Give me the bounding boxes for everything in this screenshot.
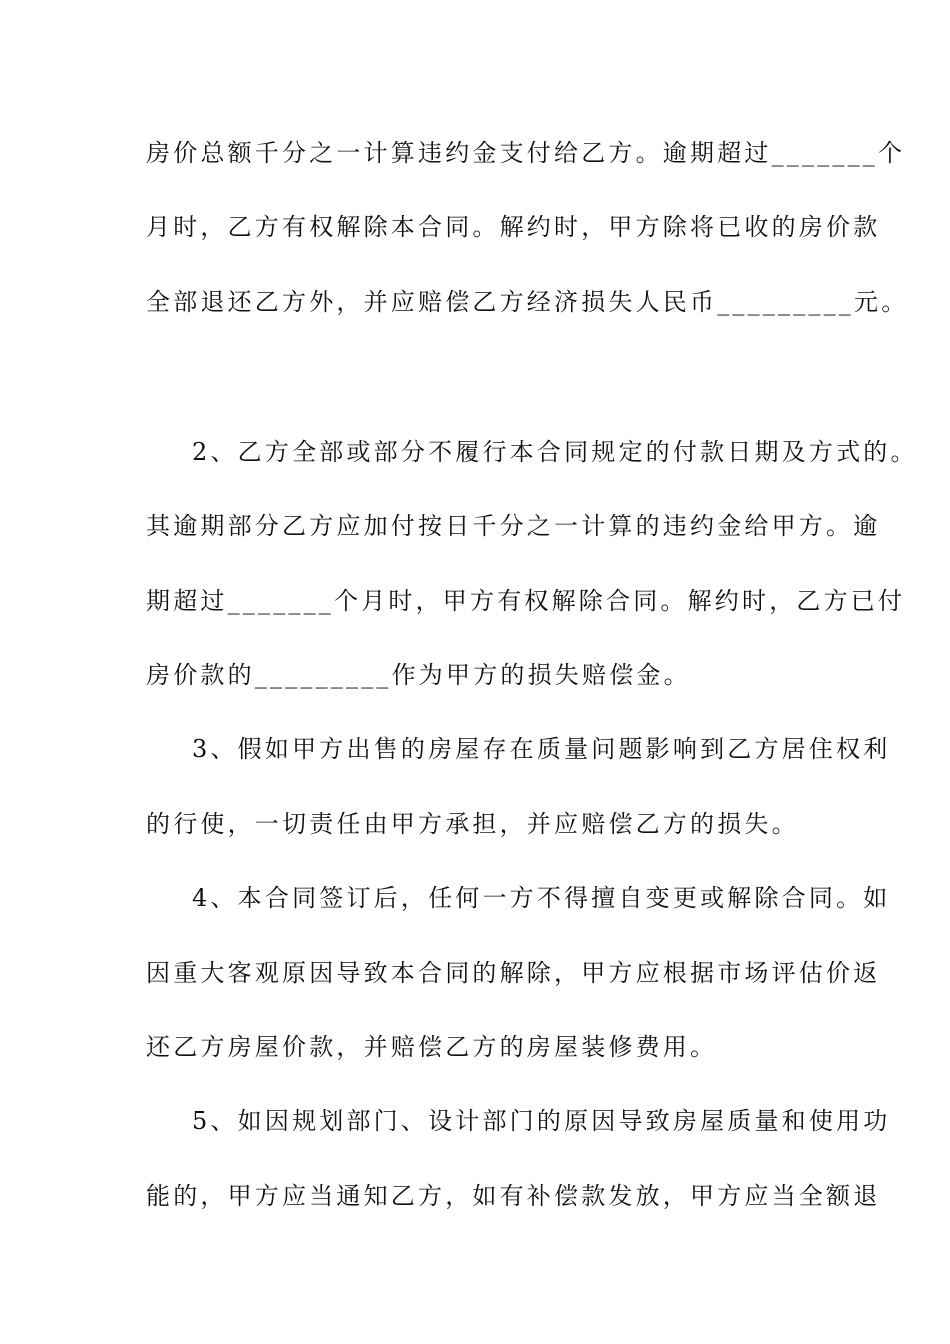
text-line: 房价总额千分之一计算违约金支付给乙方。逾期超过_______个 — [146, 139, 906, 167]
text-line: 因重大客观原因导致本合同的解除，甲方应根据市场评估价返 — [146, 959, 881, 987]
text-line: 3、假如甲方出售的房屋存在质量问题影响到乙方居住权利 — [192, 735, 891, 763]
text-line: 2、乙方全部或部分不履行本合同规定的付款日期及方式的。 — [192, 438, 918, 466]
text-line: 4、本合同签订后，任何一方不得擅自变更或解除合同。如 — [192, 884, 891, 912]
text-line: 全部退还乙方外，并应赔偿乙方经济损失人民币_________元。 — [146, 288, 909, 316]
text-line: 能的，甲方应当通知乙方，如有补偿款发放，甲方应当全额退 — [146, 1182, 881, 1210]
text-line: 还乙方房屋价款，并赔偿乙方的房屋装修费用。 — [146, 1033, 718, 1061]
text-line: 其逾期部分乙方应加付按日千分之一计算的违约金给甲方。逾 — [146, 512, 881, 540]
text-line: 的行使，一切责任由甲方承担，并应赔偿乙方的损失。 — [146, 810, 799, 838]
text-line: 房价款的_________作为甲方的损失赔偿金。 — [146, 661, 691, 689]
text-line: 期超过_______个月时，甲方有权解除合同。解约时，乙方已付 — [146, 587, 906, 615]
text-line: 月时，乙方有权解除本合同。解约时，甲方除将已收的房价款 — [146, 213, 881, 241]
text-line: 5、如因规划部门、设计部门的原因导致房屋质量和使用功 — [192, 1107, 891, 1135]
